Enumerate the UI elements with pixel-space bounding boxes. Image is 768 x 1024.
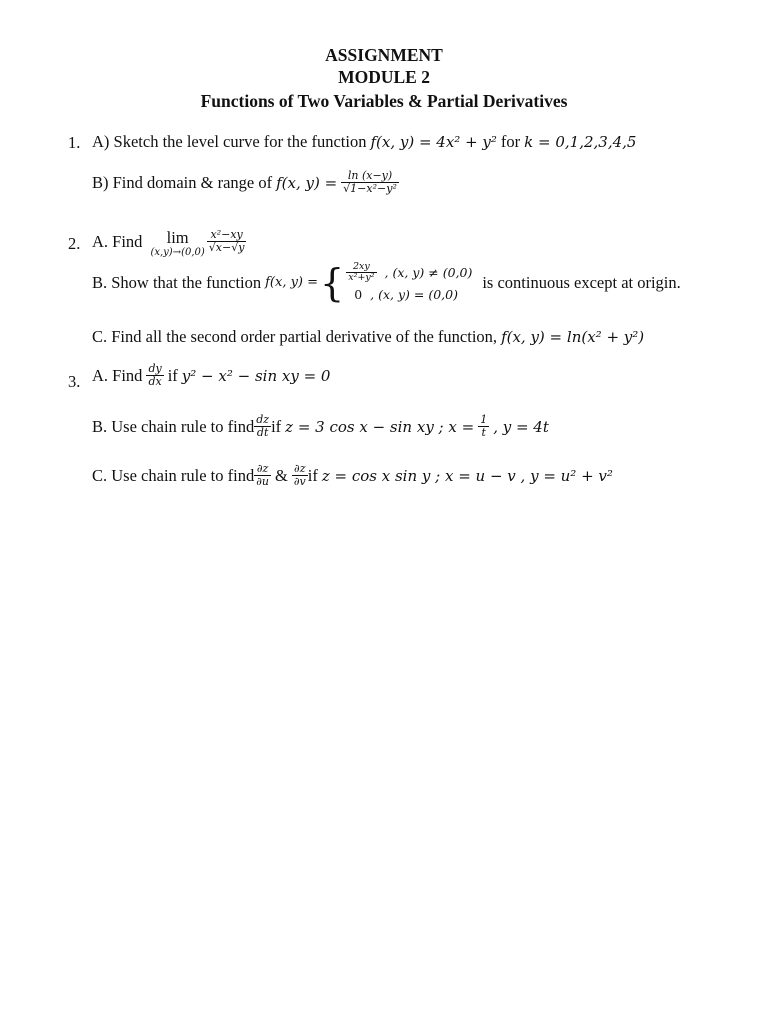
q3c-numerator-u: ∂z (254, 463, 271, 476)
q2b-case2 (346, 286, 472, 304)
q3a-math: y² − x² − sin xy = 0 (181, 366, 331, 385)
q3b-x-numerator: 1 (480, 413, 488, 426)
q2b-line (92, 262, 681, 304)
q1a-label: A) Sketch the level curve for the function (92, 132, 367, 151)
q3b-line (92, 414, 549, 439)
q2a-label: A. Find (92, 231, 143, 251)
q3a-if: if (167, 365, 178, 385)
q1b-denominator: √1−x²−y² (343, 182, 397, 196)
q2b-tail: is continuous except at origin. (482, 272, 681, 292)
q1b-line (92, 170, 399, 195)
q3c-numerator-v: ∂z (292, 463, 308, 476)
q2a-denominator: √x−√y (208, 241, 245, 255)
q2b-case2-cond: , (x, y) = (0,0) (370, 287, 458, 303)
q2b-case1-num: 2xy (346, 262, 376, 273)
q1a-line (92, 132, 636, 152)
q3c-denominator-u: ∂u (256, 475, 269, 489)
q1b-label: B) Find domain & range of (92, 172, 273, 192)
q2b-case1-fraction (346, 262, 376, 284)
q3b-denominator: dt (256, 426, 269, 440)
q3c-fraction-v (292, 463, 308, 488)
q3c-label: C. Use chain rule to find (92, 465, 255, 485)
q3b-if: if (271, 416, 282, 436)
q3b-x-denominator: t (481, 426, 486, 440)
q2a-numerator: x²−xy (207, 229, 247, 242)
q3c-line (92, 463, 613, 488)
q2c-line (92, 327, 644, 347)
q1b-lhs: f(x, y) = (276, 173, 338, 192)
q3c-fraction-u (254, 463, 271, 488)
title-module: MODULE 2 (338, 67, 430, 87)
q2b-label: B. Show that the function (92, 272, 262, 292)
q2b-lhs: f(x, y) = (265, 275, 319, 291)
q1-number: 1. (68, 133, 81, 152)
q3b-tail: , y = 4t (493, 417, 549, 436)
q2a-lim-sub: (x,y)→(0,0) (150, 246, 205, 258)
q2b-case1-cond: , (x, y) ≠ (0,0) (384, 265, 473, 281)
q2a-fraction (207, 229, 247, 254)
q3b-fraction (254, 414, 271, 439)
q2b-case1 (346, 262, 472, 284)
q2b-cases (346, 262, 472, 304)
title-assignment: ASSIGNMENT (325, 45, 443, 65)
q3a-denominator: dx (148, 375, 162, 389)
q3c-if: if (307, 465, 318, 485)
q3b-numerator: dz (256, 413, 270, 426)
q2b-case1-den: x²+y² (348, 272, 375, 284)
q2b-brace: { (320, 260, 345, 305)
q2c-math: f(x, y) = ln(x² + y²) (501, 328, 645, 346)
q2-number: 2. (68, 234, 81, 253)
q3c-amp: & (275, 465, 288, 485)
q2b-case2-val: 0 (354, 287, 363, 303)
q3a-label: A. Find (92, 365, 143, 385)
q1b-fraction (341, 170, 399, 195)
q3-number: 3. (68, 372, 81, 391)
q2a-lim: lim (166, 228, 189, 247)
q3c-math: z = cos x sin y ; x = u − v , y = u² + v² (321, 466, 613, 485)
q1a-math: f(x, y) = 4x² + y² (370, 133, 497, 151)
q2c-label: C. Find all the second order partial derivative of the function, (92, 327, 498, 346)
q3b-label: B. Use chain rule to find (92, 416, 255, 436)
q1b-numerator: ln (x−y) (341, 170, 399, 183)
q3a-line (92, 363, 330, 388)
q2a-line (92, 226, 246, 258)
q3c-denominator-v: ∂v (293, 475, 306, 489)
q3a-numerator: dy (148, 362, 162, 375)
q3b-x-fraction (478, 414, 489, 439)
q1a-for: for (500, 132, 521, 151)
q1a-k: k = 0,1,2,3,4,5 (524, 133, 637, 151)
q3b-math: z = 3 cos x − sin xy ; x = (285, 417, 475, 436)
q3a-fraction (146, 363, 163, 388)
title-topic: Functions of Two Variables & Partial Derivatives (200, 91, 568, 111)
q2a-limit (150, 230, 204, 258)
